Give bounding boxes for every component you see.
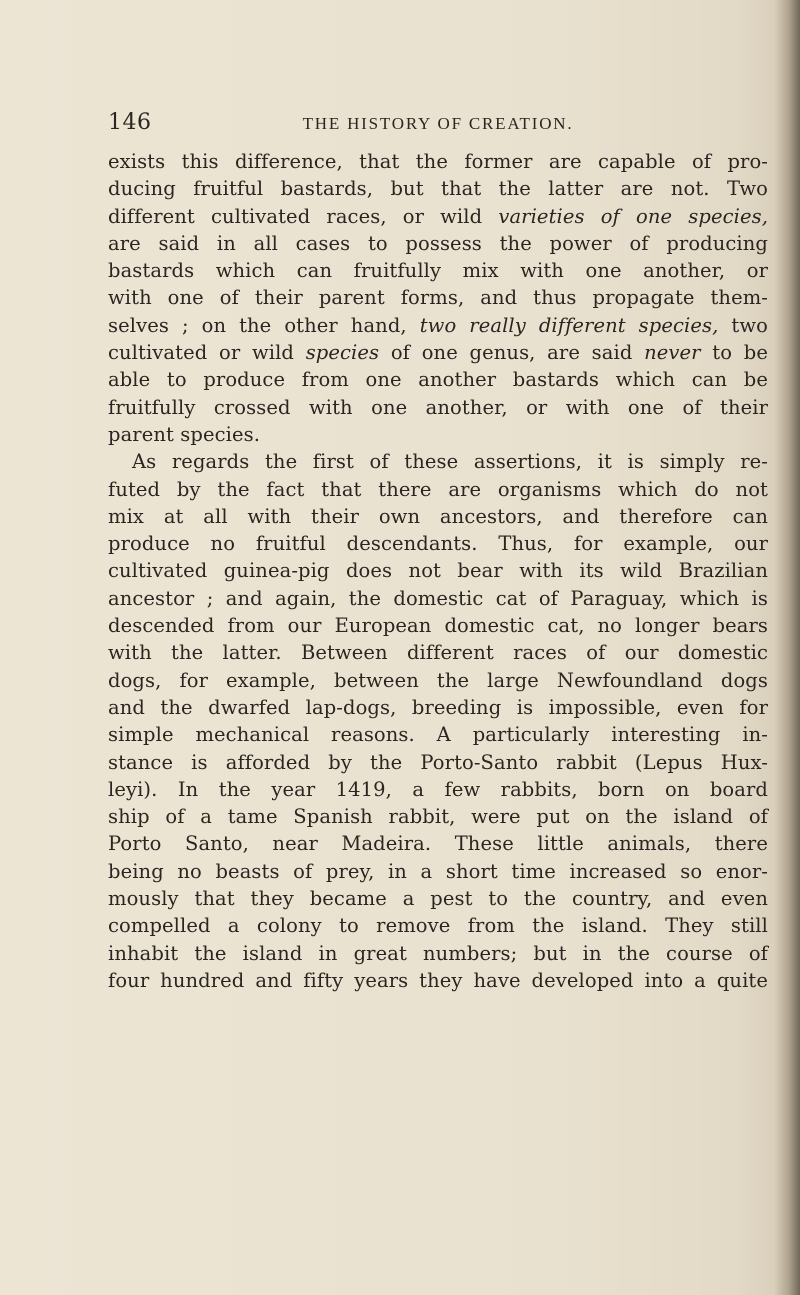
text-line: [108, 885, 768, 912]
text-run: selves ; on the other hand,: [108, 313, 420, 337]
text-run: descended from our European domestic cat, no longer bears: [108, 614, 768, 638]
text-line: [108, 721, 768, 748]
text-run: with one of their parent forms, and thus propagate them-: [108, 286, 768, 310]
text-line: [108, 858, 768, 885]
text-run: cultivated or wild: [108, 341, 306, 365]
italic-text: never: [644, 341, 701, 365]
text-run: parent species.: [108, 422, 260, 446]
text-run: inhabit the island in great numbers; but in the course of: [108, 941, 768, 965]
text-line: [108, 476, 768, 503]
text-run: different cultivated races, or wild: [108, 204, 499, 228]
page-header: [108, 110, 768, 142]
text-line: [108, 203, 768, 230]
text-line: [108, 421, 768, 448]
text-run: mously that they became a pest to the country, and even: [108, 887, 768, 911]
text-run: and the dwarfed lap-dogs, breeding is impossible, even for: [108, 695, 768, 719]
text-run: leyi). In the year 1419, a few rabbits, born on board: [108, 777, 768, 801]
text-run: are said in all cases to possess the power of producing: [108, 231, 768, 255]
text-run: mix at all with their own ancestors, and therefore can: [108, 504, 768, 528]
text-line: [108, 230, 768, 257]
text-run: stance is afforded by the Porto-Santo rabbit (Lepus Hux-: [108, 750, 768, 774]
text-run: simple mechanical reasons. A particularly interesting in-: [108, 723, 768, 747]
text-run: produce no fruitful descendants. Thus, for example, our: [108, 532, 768, 556]
text-run: two: [718, 313, 768, 337]
text-line: [108, 830, 768, 857]
text-line: [108, 776, 768, 803]
page-number: 146: [108, 110, 152, 135]
text-run: to be: [700, 341, 768, 365]
text-line: [108, 339, 768, 366]
text-run: fruitfully crossed with one another, or with one of their: [108, 395, 768, 419]
text-run: able to produce from one another bastards which can be: [108, 368, 768, 392]
text-line: [108, 448, 768, 475]
text-line: [108, 585, 768, 612]
text-line: [108, 967, 768, 994]
text-line: [108, 912, 768, 939]
italic-text: species: [305, 341, 380, 365]
italic-text: varieties of one species,: [498, 204, 769, 228]
text-run: bastards which can fruitfully mix with one another, or: [108, 259, 768, 283]
text-run: of one genus, are said: [379, 341, 645, 365]
text-run: ducing fruitful bastards, but that the latter are not. Two: [108, 177, 768, 201]
text-line: [108, 175, 768, 202]
text-line: [108, 394, 768, 421]
text-run: four hundred and fifty years they have developed into a quite: [108, 968, 768, 992]
text-line: [108, 530, 768, 557]
text-line: [108, 284, 768, 311]
text-run: As regards the first of these assertions, it is simply re-: [132, 450, 768, 474]
text-run: ship of a tame Spanish rabbit, were put on the island of: [108, 805, 768, 829]
text-line: [108, 639, 768, 666]
text-line: [108, 148, 768, 175]
text-run: cultivated guinea-pig does not bear with its wild Brazilian: [108, 559, 768, 583]
text-line: [108, 366, 768, 393]
text-line: [108, 940, 768, 967]
text-run: futed by the fact that there are organisms which do not: [108, 477, 768, 501]
text-line: [108, 749, 768, 776]
text-line: [108, 694, 768, 721]
page-edge-shadow: [774, 0, 800, 1295]
text-line: [108, 612, 768, 639]
running-head: THE HISTORY OF CREATION.: [302, 114, 574, 133]
text-line: [108, 557, 768, 584]
text-run: ancestor ; and again, the domestic cat of Paraguay, which is: [108, 586, 768, 610]
text-run: Porto Santo, near Madeira. These little animals, there: [108, 832, 768, 856]
text-run: with the latter. Between different races of our domestic: [108, 641, 768, 665]
text-run: being no beasts of prey, in a short time increased so enor-: [108, 859, 768, 883]
italic-text: two really different species,: [419, 313, 719, 337]
body-text: [108, 148, 768, 994]
text-run: exists this difference, that the former are capable of pro-: [108, 150, 768, 173]
text-line: [108, 312, 768, 339]
text-line: [108, 257, 768, 284]
text-line: [108, 503, 768, 530]
text-line: [108, 803, 768, 830]
text-run: dogs, for example, between the large Newfoundland dogs: [108, 668, 768, 692]
text-run: compelled a colony to remove from the island. They still: [108, 914, 768, 938]
text-line: [108, 667, 768, 694]
